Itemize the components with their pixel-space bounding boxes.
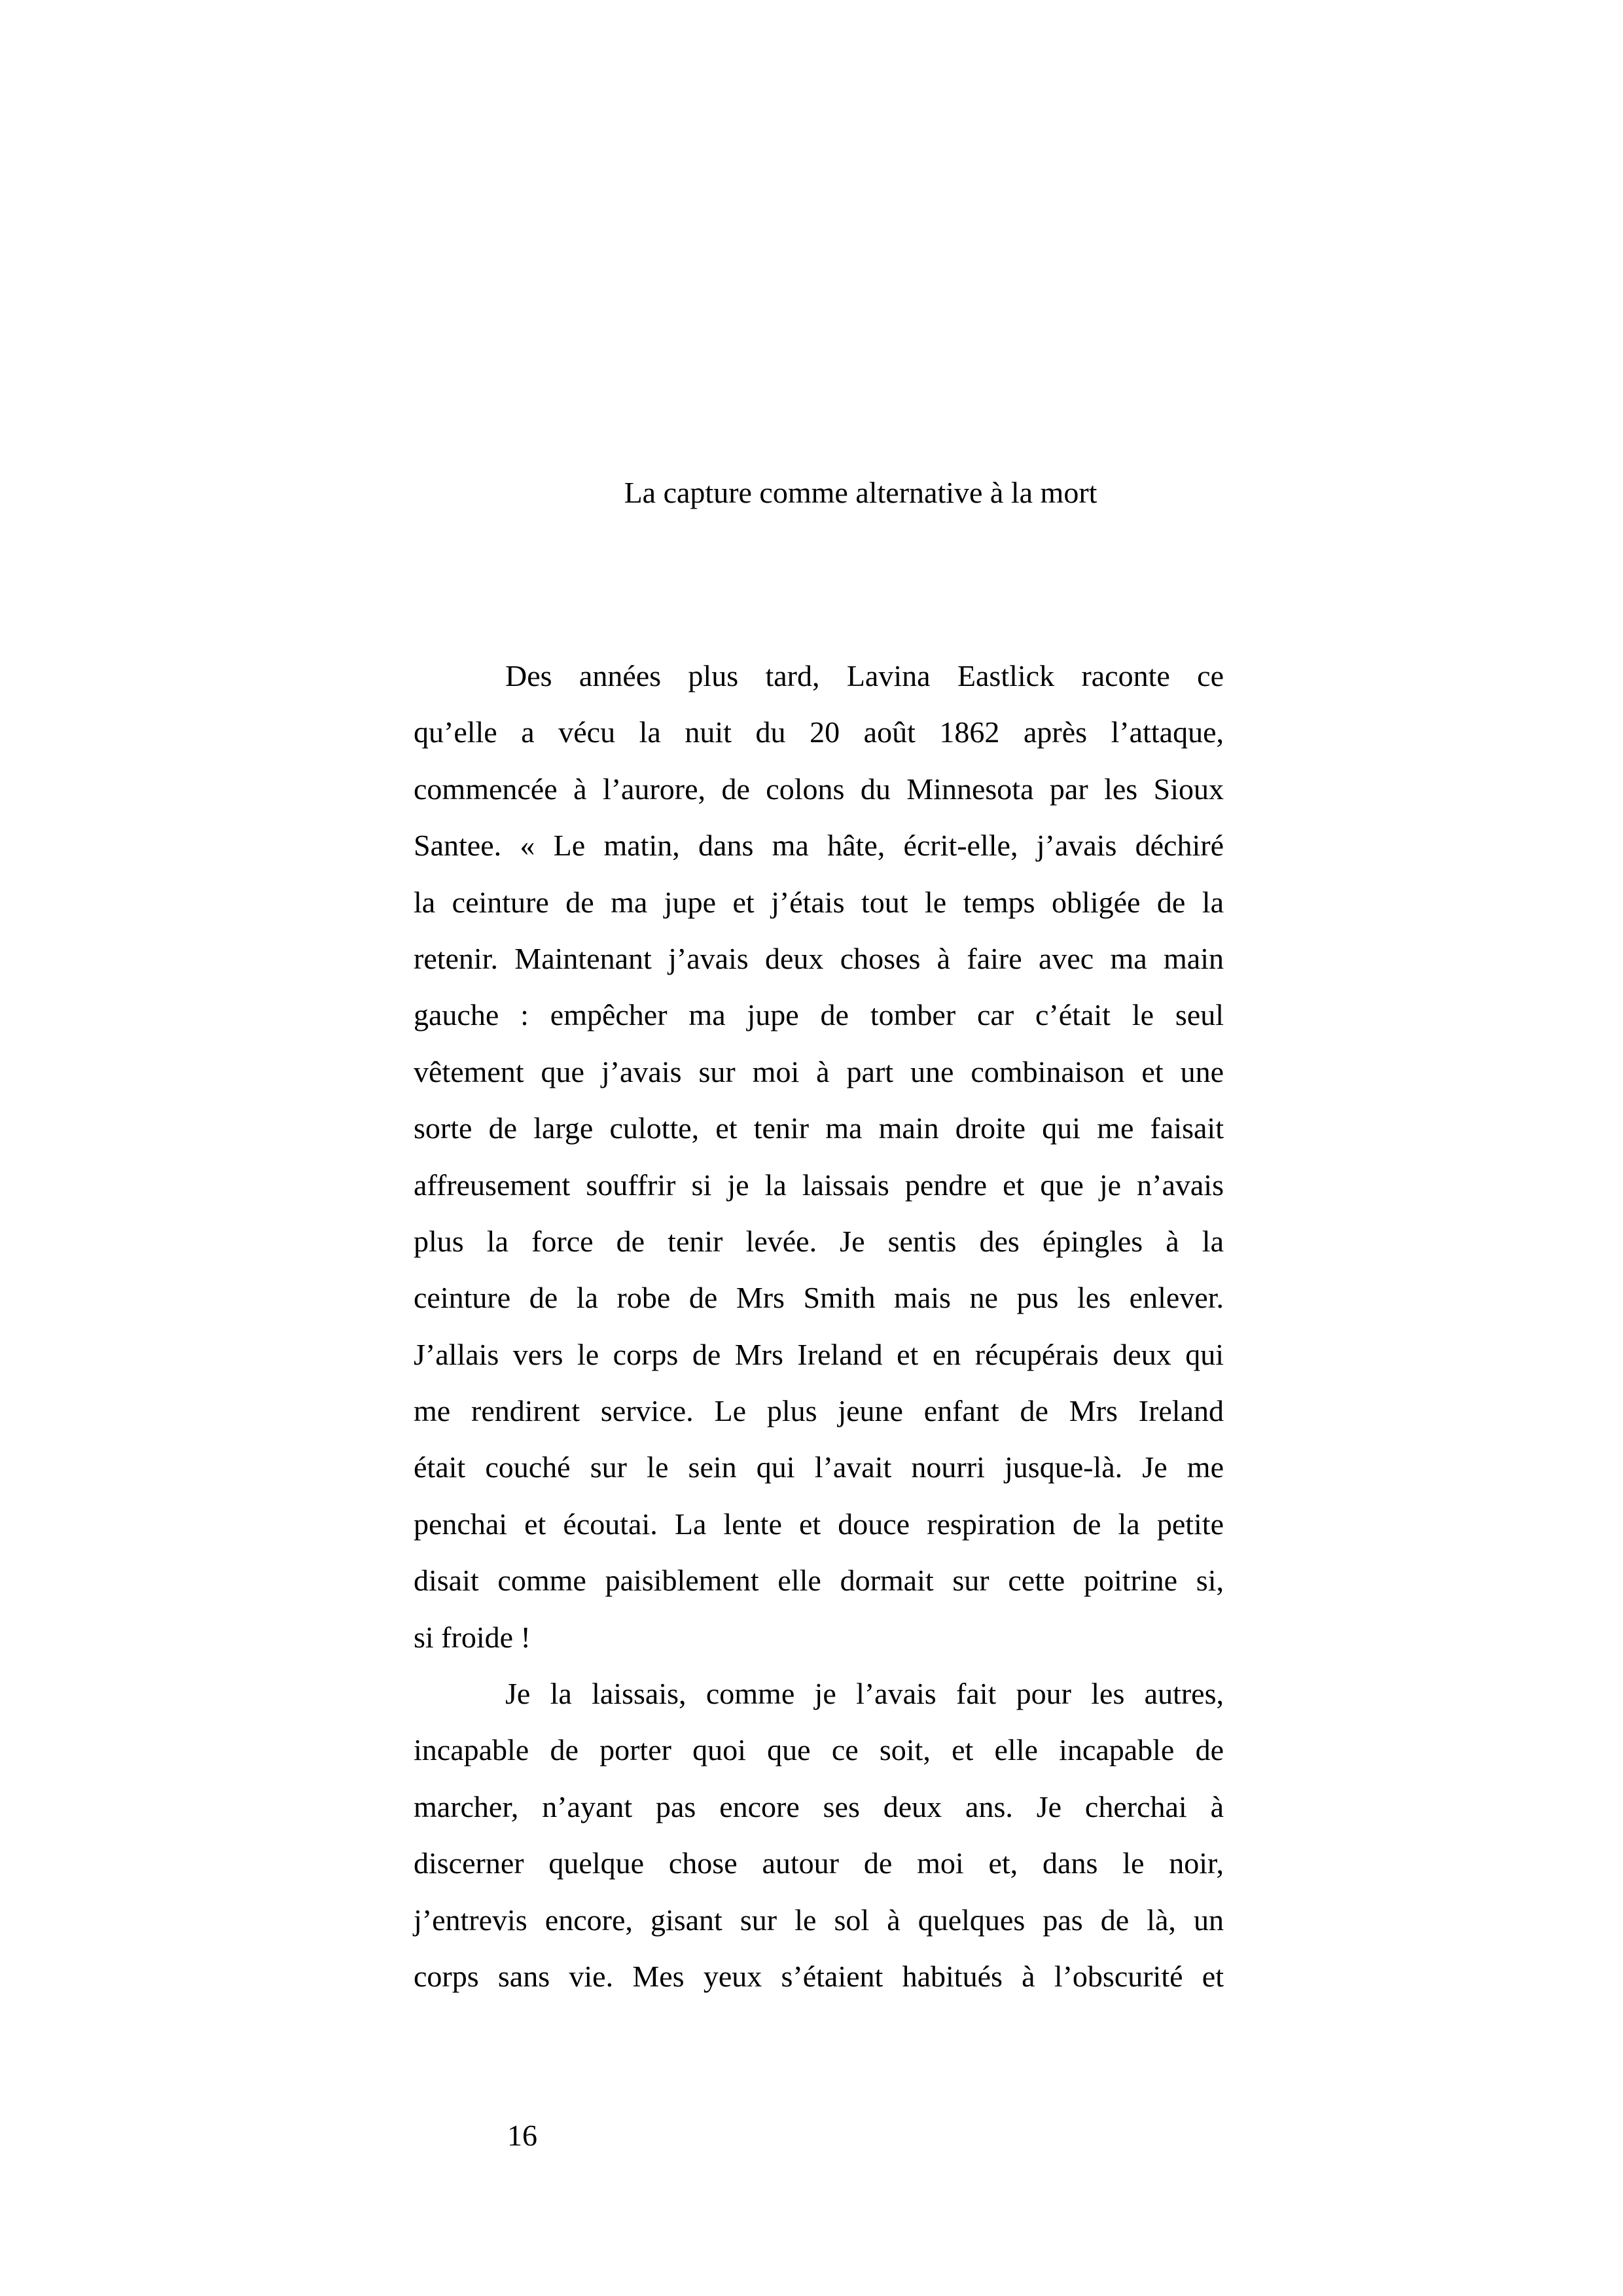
page-number: 16: [507, 2119, 537, 2152]
paragraph-1: [414, 648, 1224, 1666]
body-text: [414, 648, 1224, 2005]
text-line: ceinture de la robe de Mrs Smith mais ne pus les enlever.: [414, 1281, 1224, 1315]
text-line: marcher, n’ayant pas encore ses deux ans. Je cherchai à: [414, 1789, 1224, 1823]
text-line: me rendirent service. Le plus jeune enfant de Mrs Ireland: [414, 1394, 1224, 1428]
text-line: Santee. « Le matin, dans ma hâte, écrit-elle, j’avais déchiré: [414, 829, 1224, 863]
chapter-title: La capture comme alternative à la mort: [624, 476, 1097, 509]
text-line: affreusement souffrir si je la laissais pendre et que je n’avais: [414, 1168, 1224, 1202]
text-line: plus la force de tenir levée. Je sentis des épingles à la: [414, 1224, 1224, 1258]
text-line: sorte de large culotte, et tenir ma main droite qui me faisait: [414, 1111, 1224, 1145]
text-line: discerner quelque chose autour de moi et, dans le noir,: [414, 1846, 1224, 1880]
text-line: J’allais vers le corps de Mrs Ireland et en récupérais deux qui: [414, 1337, 1224, 1371]
text-line: j’entrevis encore, gisant sur le sol à quelques pas de là, un: [414, 1903, 1224, 1937]
text-line: Je la laissais, comme je l’avais fait pour les autres,: [505, 1677, 1224, 1711]
text-line: retenir. Maintenant j’avais deux choses à faire avec ma main: [414, 941, 1224, 975]
text-line: corps sans vie. Mes yeux s’étaient habitués à l’obscurité et: [414, 1959, 1224, 1993]
text-line: Des années plus tard, Lavina Eastlick raconte ce: [505, 659, 1224, 692]
text-line: penchai et écoutai. La lente et douce respiration de la petite: [414, 1507, 1224, 1541]
text-line: la ceinture de ma jupe et j’étais tout le temps obligée de la: [414, 885, 1224, 919]
text-line: si froide !: [414, 1620, 531, 1654]
text-line: disait comme paisiblement elle dormait sur cette poitrine si,: [414, 1564, 1224, 1598]
text-line: commencée à l’aurore, de colons du Minnesota par les Sioux: [414, 772, 1224, 806]
paragraph-2: [414, 1666, 1224, 2005]
text-line: gauche : empêcher ma jupe de tomber car c’était le seul: [414, 998, 1224, 1032]
text-line: était couché sur le sein qui l’avait nourri jusque-là. Je me: [414, 1450, 1224, 1484]
text-line: incapable de porter quoi que ce soit, et elle incapable de: [414, 1733, 1224, 1767]
text-line: qu’elle a vécu la nuit du 20 août 1862 après l’attaque,: [414, 715, 1224, 749]
text-line: vêtement que j’avais sur moi à part une combinaison et une: [414, 1054, 1224, 1088]
